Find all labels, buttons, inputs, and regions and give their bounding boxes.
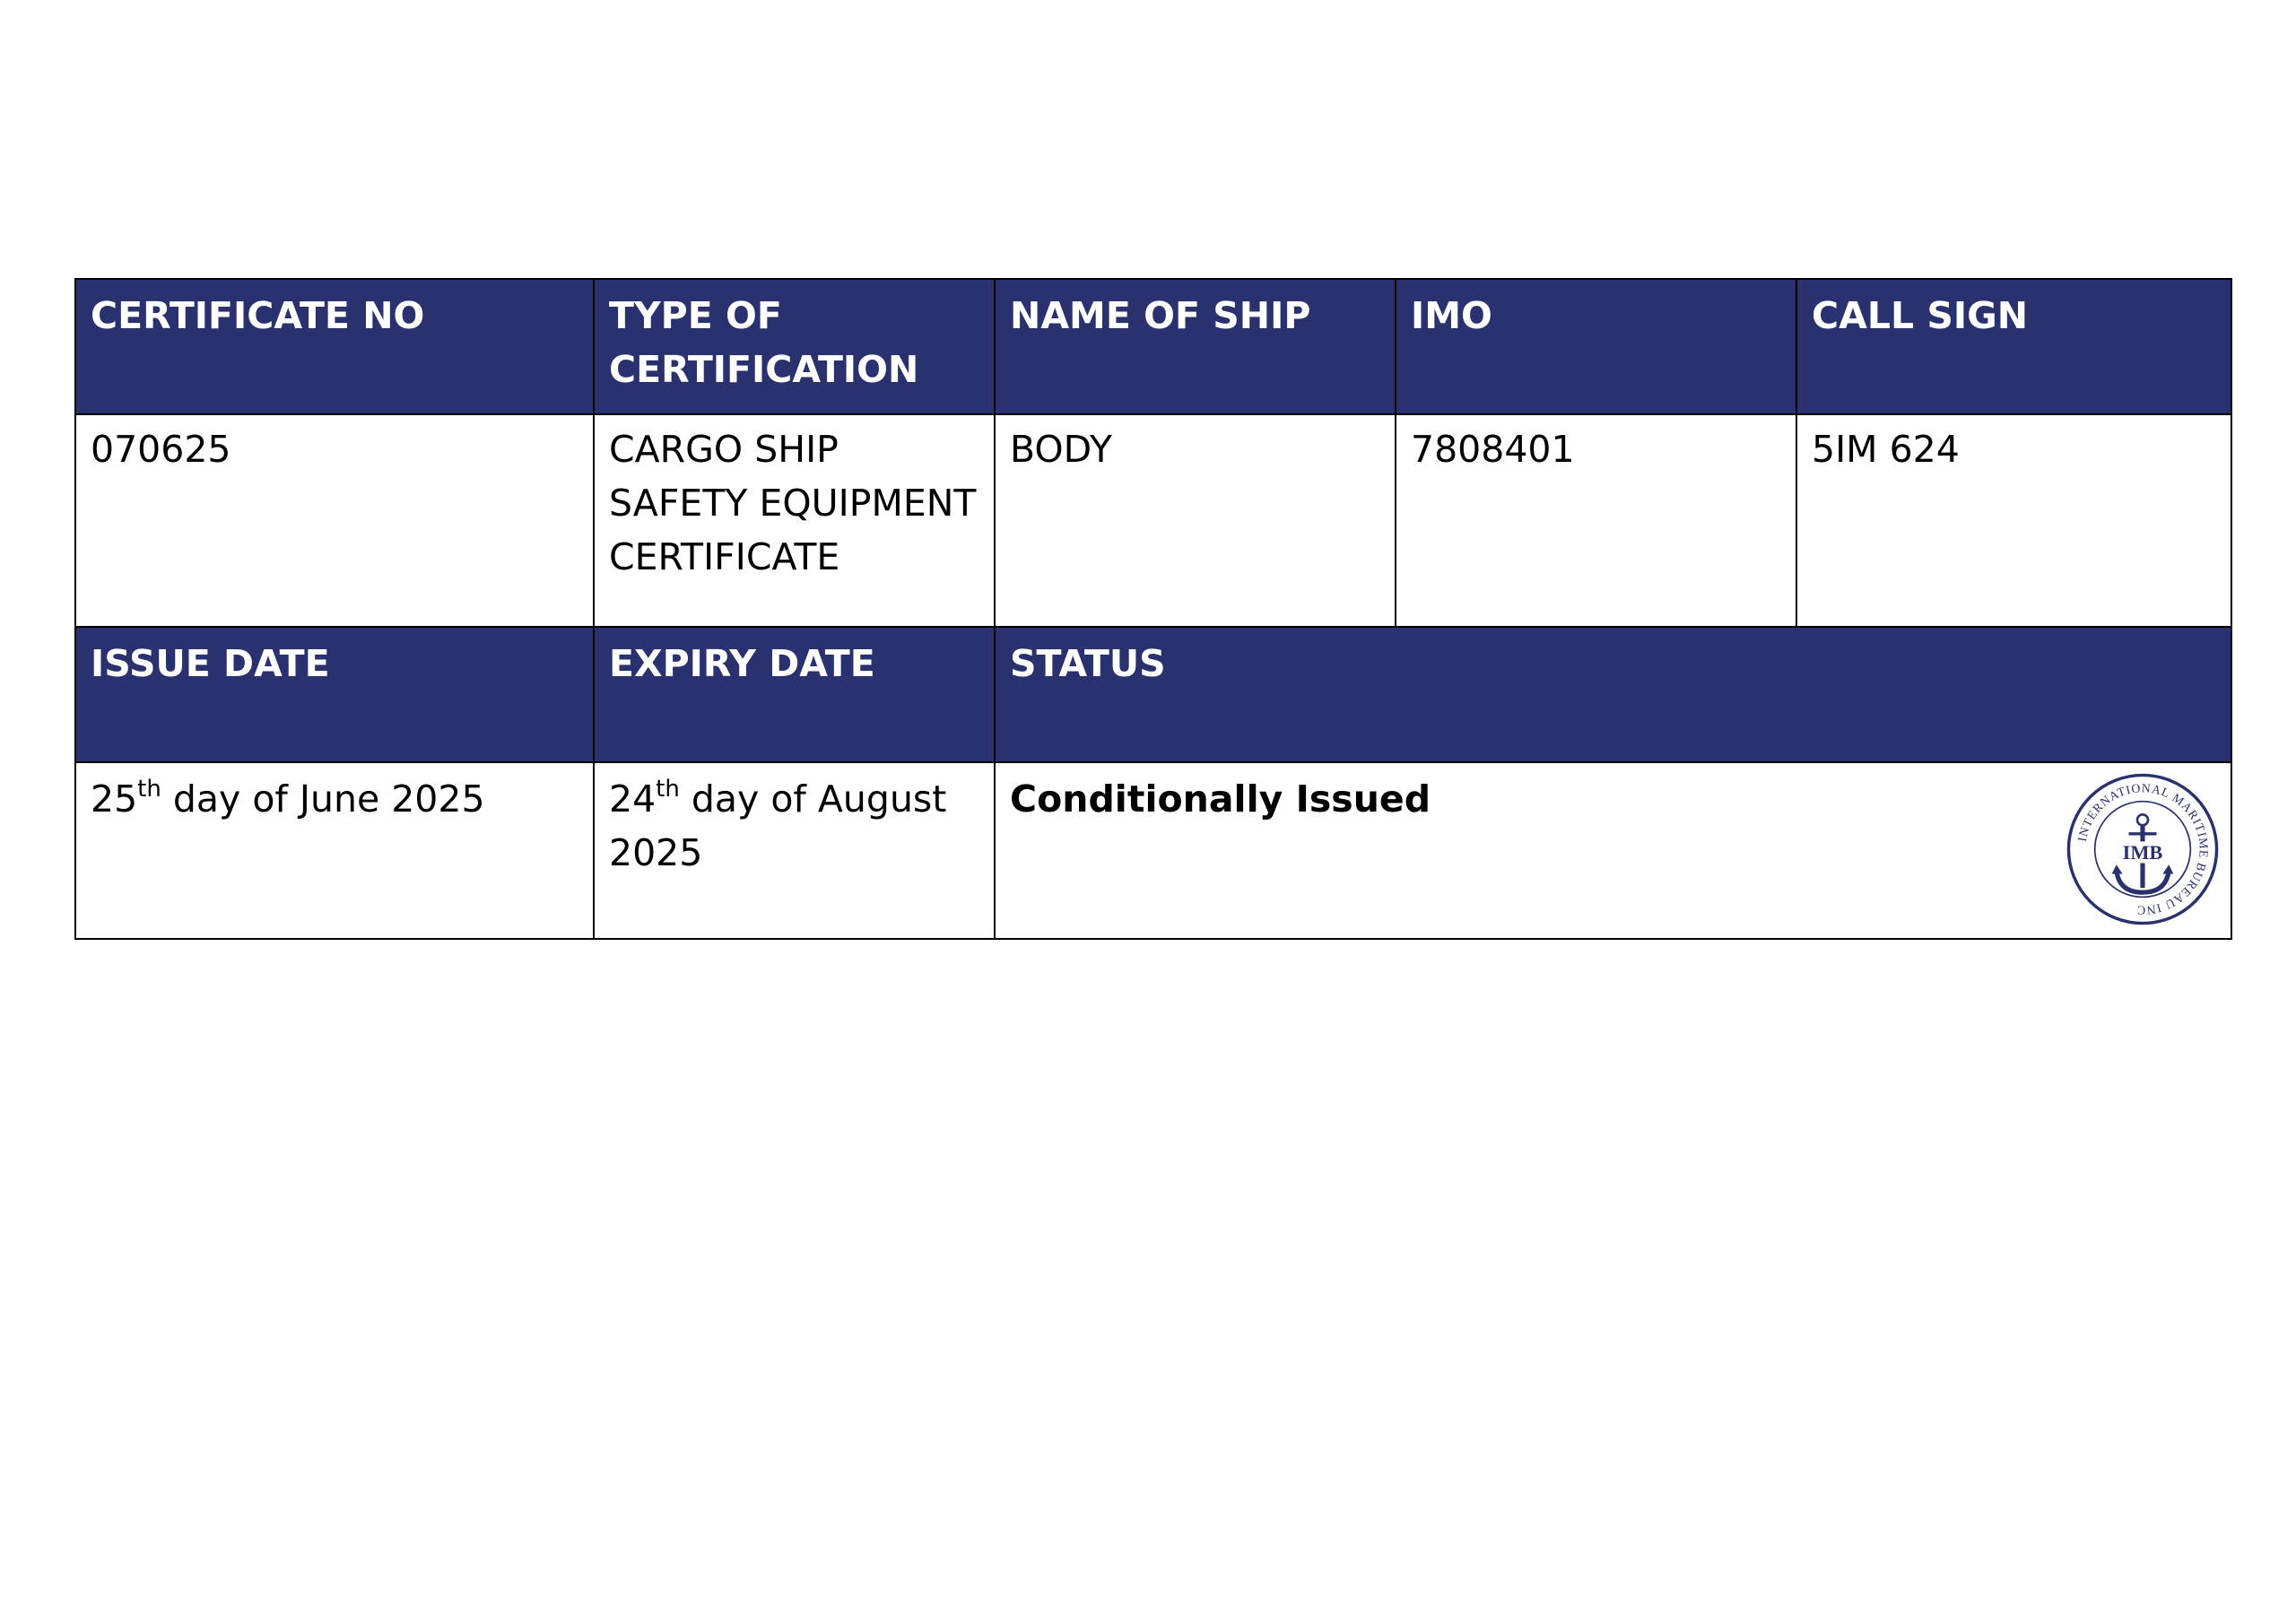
certificate-table [74, 278, 2232, 940]
header-issue-date: ISSUE DATE [75, 627, 594, 762]
issue-date-value [75, 762, 594, 939]
expiry-date-day: 24 [609, 777, 657, 821]
call-sign-value: 5IM 624 [1796, 414, 2231, 627]
header-type-of-certification: TYPE OF CERTIFICATION [594, 279, 995, 414]
seal-center-text: IMB [2122, 841, 2163, 864]
header-row-2 [75, 627, 2231, 762]
issue-date-rest: day of June 2025 [161, 777, 485, 821]
header-imo: IMO [1396, 279, 1796, 414]
expiry-date-rest: day of August 2025 [609, 777, 947, 874]
expiry-date-value [594, 762, 995, 939]
status-cell [995, 762, 2231, 939]
certificate-no-value: 070625 [75, 414, 594, 627]
header-status: STATUS [995, 627, 2231, 762]
header-certificate-no: CERTIFICATE NO [75, 279, 594, 414]
issue-date-day: 25 [91, 777, 138, 821]
type-of-certification-value: CARGO SHIP SAFETY EQUIPMENT CERTIFICATE [594, 414, 995, 627]
seal-ring-text: INTERNATIONAL MARITIME BUREAU INC [2074, 781, 2211, 917]
imo-value: 7808401 [1396, 414, 1796, 627]
imb-seal-stamp [2066, 772, 2220, 926]
status-value: Conditionally Issued [1010, 777, 1431, 821]
issue-date-suffix: th [137, 776, 161, 803]
expiry-date-suffix: th [656, 776, 680, 803]
name-of-ship-value: BODY [995, 414, 1396, 627]
value-row-1 [75, 414, 2231, 627]
value-row-2 [75, 762, 2231, 939]
header-expiry-date: EXPIRY DATE [594, 627, 995, 762]
header-call-sign: CALL SIGN [1796, 279, 2231, 414]
header-name-of-ship: NAME OF SHIP [995, 279, 1396, 414]
header-row-1 [75, 279, 2231, 414]
